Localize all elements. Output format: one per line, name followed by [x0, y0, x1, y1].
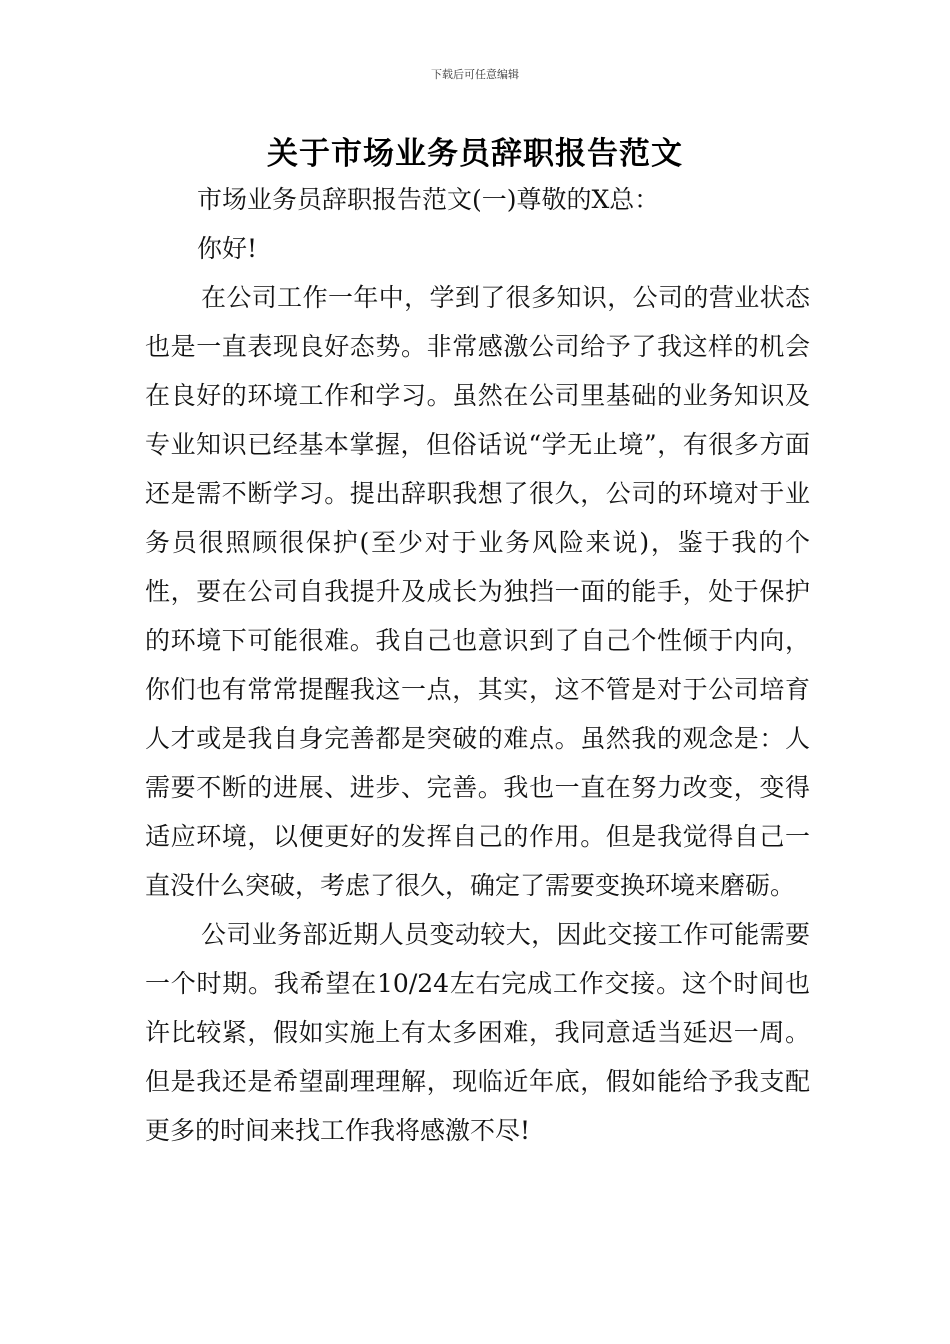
document-title: 关于市场业务员辞职报告范文 [267, 136, 683, 172]
salutation-paragraph: 市场业务员辞职报告范文(一)尊敬的X总： [197, 185, 660, 214]
body-paragraph-1: 在公司工作一年中，学到了很多知识，公司的营业状态也是一直表现良好态势。非常感激公司给予了我这样的机会在良好的环境工作和学习。虽然在公司里基础的业务知识及专业知识已经基本掌握，但俗话说“学无止境”，有很多方面还是需不断学习。提出辞职我想了很久，公司的环境对于业务员很照顾很保护(至少对于业务风险来说)，鉴于我的个性，要在公司自我提升及成长为独挡一面的能手，处于保护的环境下可能很难。我自己也意识到了自己个性倾于内向，你们也有常常提醒我这一点，其实，这不管是对于公司培育人才或是我自身完善都是突破的难点。虽然我的观念是：人需要不断的进展、进步、完善。我也一直在努力改变，变得适应环境，以便更好的发挥自己的作用。但是我觉得自己一直没什么突破，考虑了很久，确定了需要变换环境来磨砺。 [145, 283, 810, 900]
body-paragraph-2: 公司业务部近期人员变动较大，因此交接工作可能需要一个时期。我希望在10/24左右完成工作交接。这个时间也许比较紧，假如实施上有太多困难，我同意适当延迟一周。但是我还是希望副理理解，现临近年底，假如能给予我支配更多的时间来找工作我将感激不尽! [145, 920, 810, 1145]
header-note: 下载后可任意编辑 [431, 68, 519, 81]
document-body [145, 175, 810, 1155]
greeting-paragraph: 你好! [197, 234, 258, 263]
